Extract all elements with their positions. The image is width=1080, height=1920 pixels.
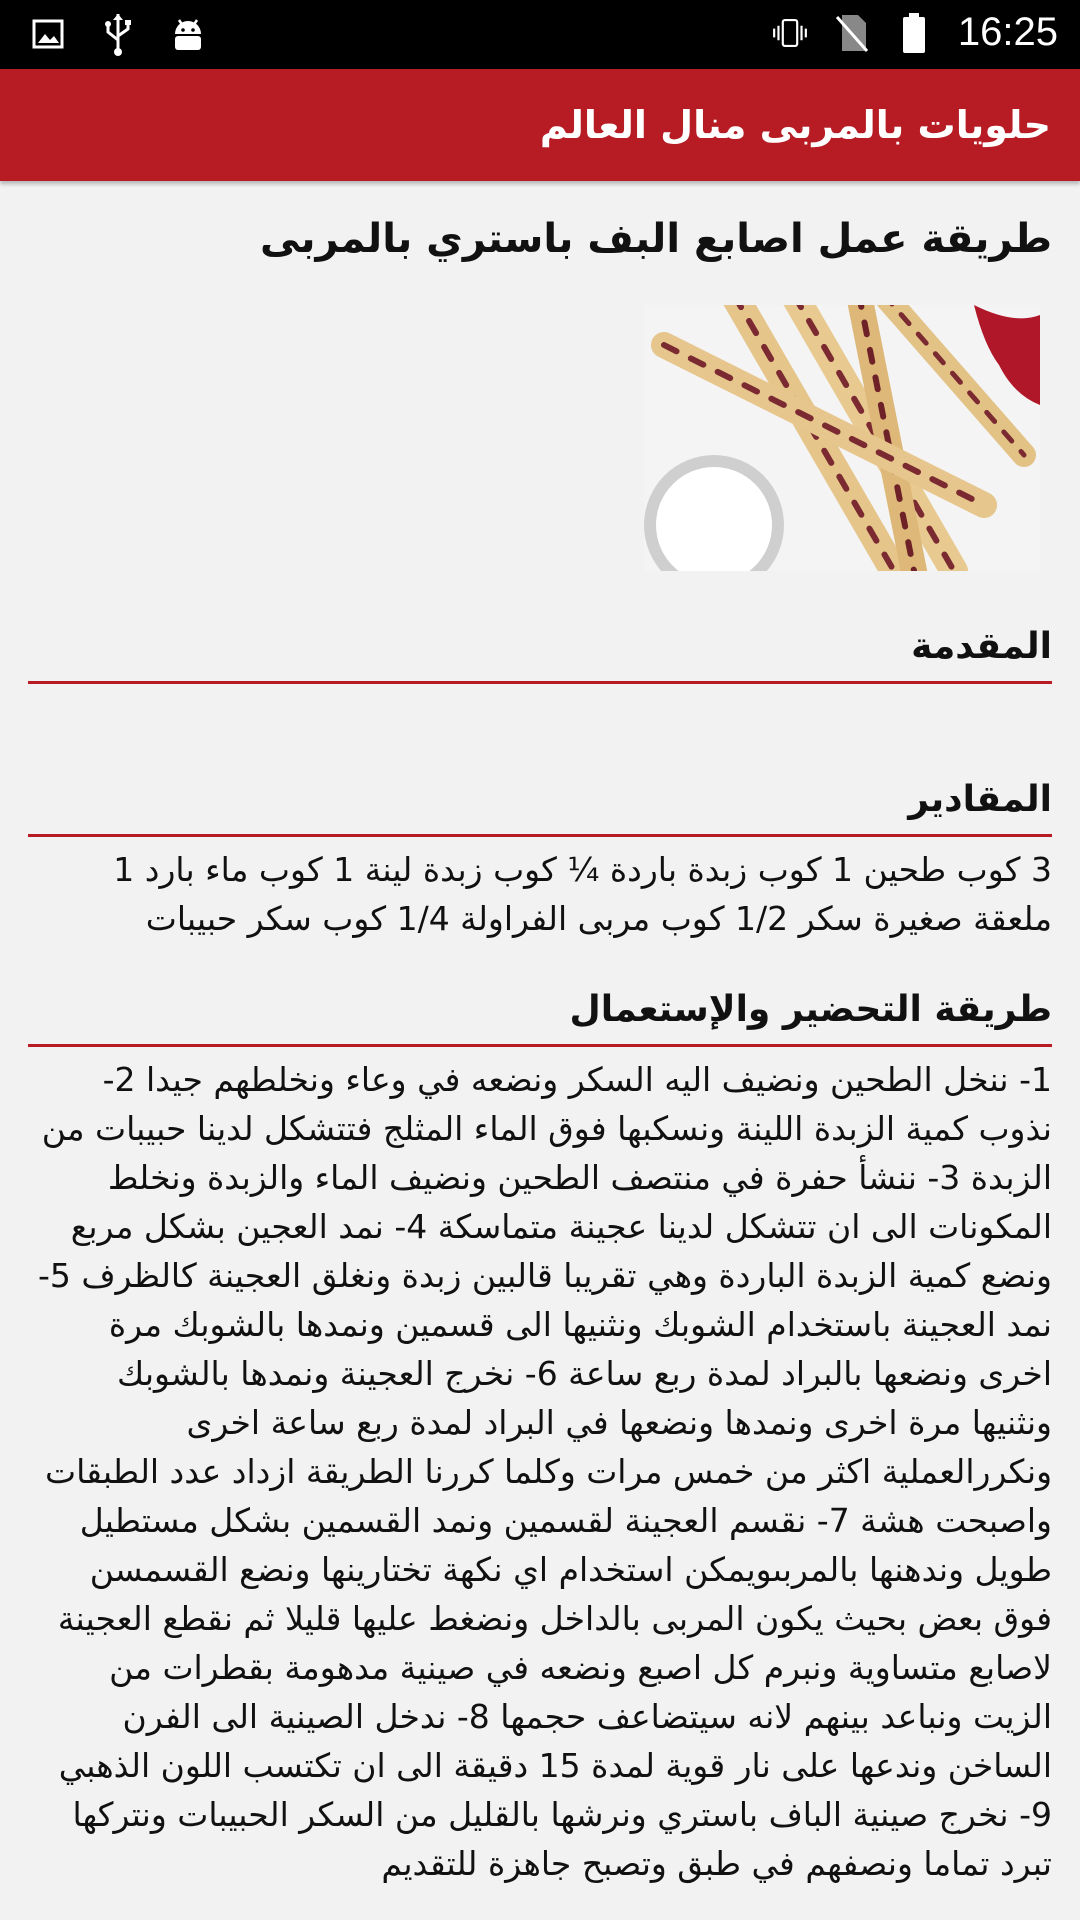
battery-icon [896, 11, 932, 55]
no-sim-icon [834, 11, 870, 55]
vibrate-icon [772, 11, 808, 55]
android-debug-icon [170, 12, 206, 56]
toolbar-title: حلويات بالمربى منال العالم [539, 103, 1051, 147]
recipe-title: طريقة عمل اصابع البف باستري بالمربى [259, 216, 1052, 262]
recipe-photo [644, 305, 1040, 571]
method-section [28, 984, 1052, 1888]
app-toolbar [0, 69, 1080, 181]
ingredients-body: 3 كوب طحين 1 كوب زبدة باردة ¼ كوب زبدة لينة 1 كوب ماء بارد 1 ملعقة صغيرة سكر 1/2 كوب مربى الفراولة 1/4 كوب سكر حبيبات [113, 850, 1052, 938]
recipe-content [28, 181, 1052, 1883]
ingredients-heading: المقادير [28, 774, 1052, 837]
intro-heading: المقدمة [28, 621, 1052, 684]
clock: 16:25 [957, 10, 1058, 54]
method-body: 1- ننخل الطحين ونضيف اليه السكر ونضعه في وعاء ونخلطهم جيدا 2- نذوب كمية الزبدة اللينة ونسكبها فوق الماء المثلج فتتشكل لدينا حبيبات من الزبدة 3- ننشأ حفرة في منتصف الطحين ونضيف الماء والزبدة ونخلط المكونات الى ان تتشكل لدينا عجينة متماسكة 4- نمد العجين بشكل مربع ونضع كمية الزبدة الباردة وهي تقريبا قالبين زبدة ونغلق العجينة كالظرف 5- نمد العجينة باستخدام الشوبك ونثنيها الى قسمين ونمدها بالشوبك مرة اخرى ونضعها بالبراد لمدة ربع ساعة 6- نخرج العجينة ونمدها بالشوبك ونثنيها مرة اخرى ونمدها ونضعها في البراد لمدة ربع ساعة اخرى ونكررالعملية اكثر من خمس مرات وكلما كررنا الطريقة ازداد عدد الطبقات واصبحت هشة 7- نقسم العجينة لقسمين ونمد القسمين بشكل مستطيل طويل وندهنها بالمربىويمكن استخدام اي نكهة تختارينها ونضع القسمسن فوق بعض بحيث يكون المربى بالداخل ونضغط عليها قليلا ثم نقطع العجينة لاصابع متساوية ونبرم كل اصبع ونضعه في صينية مدهومة بقطرات من الزيت ونباعد بينهم لانه سيتضاعف حجمها 8- ندخل الصينية الى الفرن الساخن وندعها على نار قوية لمدة 15 دقيقة الى ان تكتسب اللون الذهبي 9- نخرج صينية الباف باستري ونرشها بالقليل من السكر الحبيبات ونتركها تبرد تماما ونصفهم في طبق وتصبح جاهزة للتقديم [37, 1060, 1052, 1883]
intro-section [28, 621, 1052, 692]
ingredients-section [28, 774, 1052, 943]
method-heading: طريقة التحضير والإستعمال [28, 984, 1052, 1047]
usb-icon [100, 12, 136, 56]
image-icon [30, 12, 66, 56]
status-bar [0, 0, 1080, 69]
